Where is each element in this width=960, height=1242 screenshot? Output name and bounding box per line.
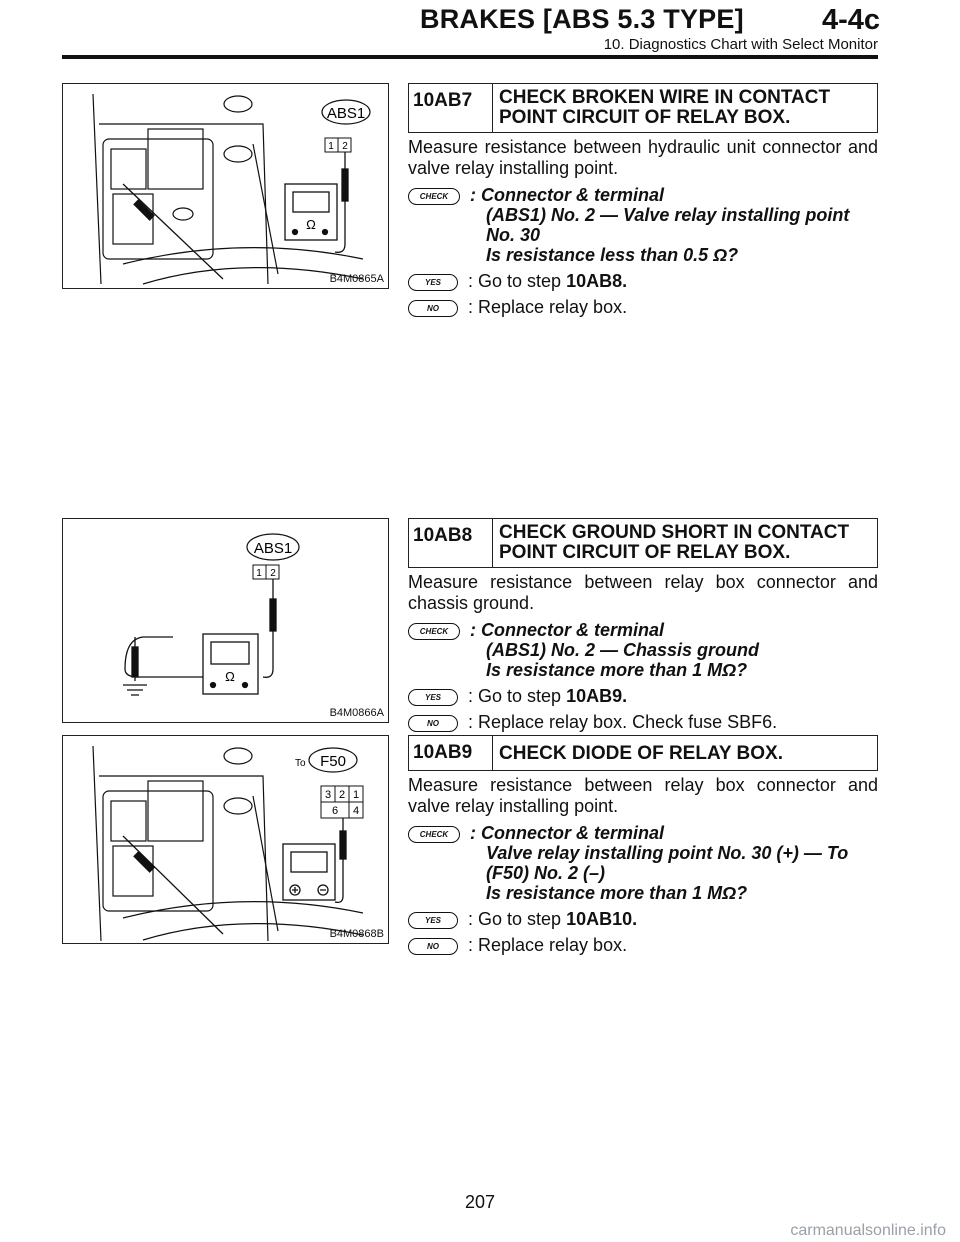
yes-answer: : Go to step 10AB8. (468, 271, 628, 291)
section-title: BRAKES [ABS 5.3 TYPE] (420, 4, 744, 34)
check-line: Is resistance more than 1 MΩ? (486, 660, 748, 680)
figure-chassis-ground (62, 518, 389, 723)
step-title: CHECK BROKEN WIRE IN CONTACT POINT CIRCUIT OF RELAY BOX. (499, 87, 831, 128)
relay-box-diagram (63, 84, 388, 288)
check-line: (ABS1) No. 2 — Valve relay installing point (486, 205, 850, 225)
no-row (408, 712, 878, 732)
pin-label: 1 (256, 568, 262, 579)
step-header (408, 735, 878, 771)
yes-badge: YES (408, 274, 458, 291)
pin-label: 6 (331, 805, 339, 817)
ohm-symbol: Ω (225, 669, 235, 684)
connector-prefix: To (295, 758, 306, 769)
yes-answer: : Go to step 10AB9. (468, 686, 628, 706)
goto-step-link[interactable]: 10AB9. (566, 686, 628, 706)
no-badge: NO (408, 300, 458, 317)
section-subtitle: 10. Diagnostics Chart with Select Monitor (603, 36, 878, 53)
check-line: Valve relay installing point No. 30 (+) — To (486, 843, 849, 863)
relay-diode-diagram (63, 736, 388, 943)
check-line: (F50) No. 2 (–) (486, 863, 606, 883)
step-description: Measure resistance between relay box connector and chassis ground. (408, 572, 878, 613)
check-line: No. 30 (486, 225, 541, 245)
goto-step-link[interactable]: 10AB10. (566, 909, 638, 929)
step-title: CHECK DIODE OF RELAY BOX. (499, 743, 783, 764)
check-text (470, 620, 759, 680)
pin-label: 2 (270, 568, 276, 579)
yes-row (408, 909, 878, 929)
no-answer: : Replace relay box. Check fuse SBF6. (468, 712, 778, 732)
pin-label: 2 (342, 141, 348, 152)
figure-code: B4M0866A (329, 707, 384, 719)
pin-label: 2 (338, 789, 346, 801)
check-text (470, 823, 848, 903)
connector-label: F50 (320, 753, 346, 770)
step-description: Measure resistance between relay box connector and valve relay installing point. (408, 775, 878, 816)
check-line: : Connector & terminal (470, 620, 665, 640)
yes-answer: : Go to step 10AB10. (468, 909, 638, 929)
check-line: (ABS1) No. 2 — Chassis ground (486, 640, 760, 660)
check-row (408, 620, 878, 680)
pin-label: 1 (328, 141, 334, 152)
pin-label: 1 (352, 789, 360, 801)
check-text (470, 185, 849, 265)
check-line: : Connector & terminal (470, 185, 665, 205)
yes-badge: YES (408, 912, 458, 929)
check-line: : Connector & terminal (470, 823, 665, 843)
no-badge: NO (408, 938, 458, 955)
connector-f50 (295, 748, 363, 818)
step-id: 10AB9 (409, 736, 493, 770)
check-row (408, 185, 878, 265)
pin-label: 4 (352, 805, 360, 817)
connector-abs1 (322, 100, 370, 152)
step-10ab9 (408, 735, 878, 955)
pin-label: 3 (324, 789, 332, 801)
yes-row (408, 686, 878, 706)
connector-abs1 (247, 534, 299, 579)
no-answer: : Replace relay box. (468, 297, 628, 317)
step-description: Measure resistance between hydraulic unit connector and valve relay installing point. (408, 137, 878, 178)
section-code: 4-4c (821, 4, 880, 36)
step-id: 10AB7 (409, 84, 493, 132)
figure-code: B4M0868B (329, 928, 384, 940)
figure-relay-box-2 (62, 735, 389, 944)
header-rule (62, 55, 878, 59)
check-line: Is resistance more than 1 MΩ? (486, 883, 748, 903)
check-badge: CHECK (408, 188, 460, 205)
ohm-symbol: Ω (306, 217, 316, 232)
page-number: 207 (464, 1192, 496, 1212)
step-id: 10AB8 (409, 519, 493, 567)
watermark[interactable]: carmanualsonline.info (790, 1222, 946, 1239)
goto-step-link[interactable]: 10AB8. (566, 271, 628, 291)
check-line: Is resistance less than 0.5 Ω? (486, 245, 739, 265)
step-header (408, 83, 878, 133)
no-row (408, 935, 878, 955)
step-header (408, 518, 878, 568)
no-answer: : Replace relay box. (468, 935, 628, 955)
check-badge: CHECK (408, 623, 460, 640)
step-title: CHECK GROUND SHORT IN CONTACT POINT CIRCUIT OF RELAY BOX. (499, 522, 850, 563)
no-badge: NO (408, 715, 458, 732)
step-10ab8 (408, 518, 878, 732)
step-10ab7 (408, 83, 878, 317)
ground-diagram (63, 519, 388, 722)
figure-relay-box-1 (62, 83, 389, 289)
connector-label: ABS1 (326, 105, 366, 122)
check-row (408, 823, 878, 903)
check-badge: CHECK (408, 826, 460, 843)
no-row (408, 297, 878, 317)
figure-code: B4M0865A (329, 273, 384, 285)
yes-badge: YES (408, 689, 458, 706)
connector-label: ABS1 (253, 540, 293, 557)
yes-row (408, 271, 878, 291)
